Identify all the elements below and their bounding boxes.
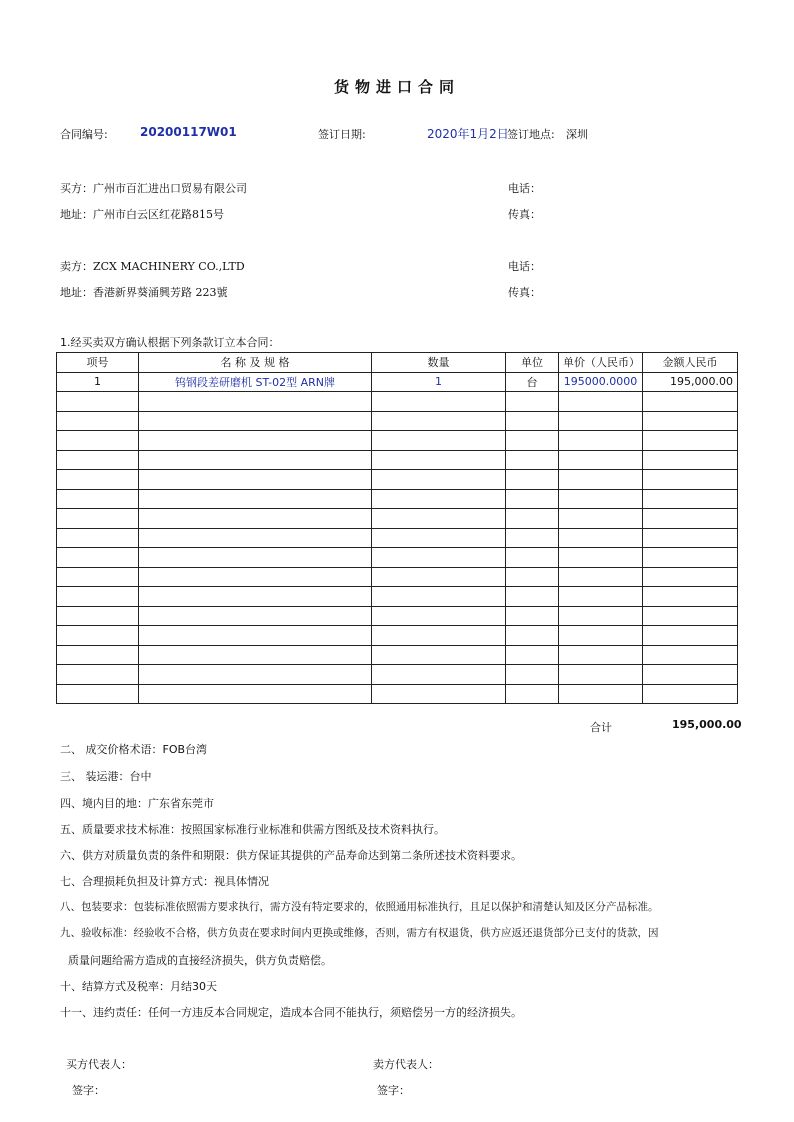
table-cell-empty [559, 548, 643, 568]
table-cell-empty [643, 606, 738, 626]
table-cell-empty [372, 528, 506, 548]
table-cell-empty [643, 489, 738, 509]
sign-date-label: 签订日期: [318, 128, 366, 141]
table-cell-empty [559, 587, 643, 607]
table-cell-empty [643, 567, 738, 587]
table-cell-empty [139, 587, 372, 607]
header-unit: 单位 [506, 353, 559, 373]
table-cell-empty [559, 645, 643, 665]
cell-item-no: 1 [57, 372, 139, 392]
table-cell-empty [643, 548, 738, 568]
table-row-empty [57, 509, 738, 529]
table-cell-empty [372, 470, 506, 490]
table-cell-empty [57, 626, 139, 646]
table-cell-empty [643, 431, 738, 451]
table-cell-empty [372, 645, 506, 665]
table-cell-empty [506, 450, 559, 470]
table-cell-empty [57, 548, 139, 568]
cell-unit-price: 195000.0000 [559, 372, 643, 392]
table-cell-empty [57, 509, 139, 529]
table-cell-empty [139, 645, 372, 665]
table-cell-empty [506, 411, 559, 431]
table-cell-empty [372, 626, 506, 646]
table-cell-empty [372, 509, 506, 529]
table-row-empty [57, 431, 738, 451]
buyer-name: 买方：广州市百汇进出口贸易有限公司 [60, 182, 247, 195]
table-cell-empty [139, 470, 372, 490]
buyer-representative-label: 买方代表人： [66, 1058, 132, 1071]
table-row-empty [57, 489, 738, 509]
table-cell-empty [506, 606, 559, 626]
table-cell-empty [57, 665, 139, 685]
table-row [57, 372, 738, 392]
table-cell-empty [372, 411, 506, 431]
table-cell-empty [559, 528, 643, 548]
table-cell-empty [139, 392, 372, 412]
sign-date-value: 2020年1月2日 [427, 127, 509, 141]
table-cell-empty [559, 489, 643, 509]
cell-amount: 195,000.00 [643, 372, 738, 392]
table-cell-empty [139, 509, 372, 529]
table-row-empty [57, 606, 738, 626]
seller-fax-label: 传真： [508, 286, 541, 299]
table-cell-empty [372, 587, 506, 607]
clause-11: 十一、违约责任：任何一方违反本合同规定，造成本合同不能执行，须赔偿另一方的经济损失。 [60, 1006, 522, 1019]
table-cell-empty [139, 567, 372, 587]
table-cell-empty [506, 567, 559, 587]
header-quantity: 数量 [372, 353, 506, 373]
table-row-empty [57, 665, 738, 685]
table-cell-empty [372, 684, 506, 704]
seller-name: 卖方：ZCX MACHINERY CO.,LTD [60, 260, 245, 273]
table-cell-empty [559, 606, 643, 626]
table-cell-empty [559, 411, 643, 431]
seller-address: 地址：香港新界葵涌興芳路 223號 [60, 286, 228, 299]
table-cell-empty [506, 509, 559, 529]
table-cell-empty [372, 489, 506, 509]
sign-place-value: 深圳 [566, 128, 588, 141]
table-row-empty [57, 645, 738, 665]
table-cell-empty [506, 548, 559, 568]
buyer-signature-label: 签字： [72, 1084, 105, 1097]
table-cell-empty [506, 392, 559, 412]
table-cell-empty [506, 470, 559, 490]
table-cell-empty [506, 665, 559, 685]
table-cell-empty [57, 431, 139, 451]
buyer-address: 地址：广州市白云区红花路815号 [60, 208, 224, 221]
table-cell-empty [139, 626, 372, 646]
header-item-no: 项号 [57, 353, 139, 373]
contract-title: 货物进口合同 [333, 78, 460, 96]
seller-representative-label: 卖方代表人： [373, 1058, 439, 1071]
table-cell-empty [506, 626, 559, 646]
goods-table [56, 352, 738, 704]
table-row-empty [57, 450, 738, 470]
table-cell-empty [559, 450, 643, 470]
table-cell-empty [506, 528, 559, 548]
table-cell-empty [372, 567, 506, 587]
cell-name-spec: 钨钢段差研磨机 ST-02型 ARN牌 [139, 372, 372, 392]
table-cell-empty [139, 548, 372, 568]
cell-unit: 台 [506, 372, 559, 392]
table-cell-empty [559, 684, 643, 704]
table-cell-empty [643, 528, 738, 548]
contract-no-label: 合同编号: [60, 128, 108, 141]
table-cell-empty [57, 411, 139, 431]
table-cell-empty [372, 606, 506, 626]
table-cell-empty [559, 470, 643, 490]
table-row-empty [57, 587, 738, 607]
table-cell-empty [643, 470, 738, 490]
table-cell-empty [506, 684, 559, 704]
clause-5: 五、质量要求技术标准：按照国家标准行业标准和供需方图纸及技术资料执行。 [60, 823, 445, 836]
table-cell-empty [139, 684, 372, 704]
header-name-spec: 名 称 及 规 格 [139, 353, 372, 373]
table-cell-empty [57, 587, 139, 607]
total-value: 195,000.00 [672, 718, 742, 731]
buyer-fax-label: 传真： [508, 208, 541, 221]
table-header-row [57, 353, 738, 373]
table-cell-empty [559, 665, 643, 685]
table-cell-empty [139, 489, 372, 509]
clause-2: 二、 成交价格术语：FOB台湾 [60, 743, 208, 756]
clause-9-continued: 质量问题给需方造成的直接经济损失，供方负责赔偿。 [68, 954, 332, 967]
clause-4: 四、境内目的地：广东省东莞市 [60, 797, 214, 810]
table-cell-empty [372, 392, 506, 412]
table-cell-empty [559, 509, 643, 529]
header-unit-price: 单价（人民币） [559, 353, 643, 373]
clause-8: 八、包装要求：包装标准依照需方要求执行，需方没有特定要求的，依照通用标准执行，且足以保护和清楚认知及区分产品标准。 [60, 901, 659, 913]
table-cell-empty [139, 606, 372, 626]
table-cell-empty [643, 587, 738, 607]
table-cell-empty [57, 528, 139, 548]
buyer-phone-label: 电话： [508, 182, 541, 195]
table-cell-empty [139, 665, 372, 685]
table-cell-empty [643, 684, 738, 704]
table-cell-empty [643, 665, 738, 685]
table-cell-empty [57, 567, 139, 587]
sign-place-label: 签订地点: [507, 128, 555, 141]
table-cell-empty [506, 587, 559, 607]
table-row-empty [57, 470, 738, 490]
table-cell-empty [643, 509, 738, 529]
table-cell-empty [643, 411, 738, 431]
cell-quantity: 1 [372, 372, 506, 392]
table-row-empty [57, 528, 738, 548]
total-label: 合计 [590, 721, 612, 734]
header-amount: 金额人民币 [643, 353, 738, 373]
table-cell-empty [643, 450, 738, 470]
clause-7: 七、合理损耗负担及计算方式：视具体情况 [60, 875, 269, 888]
table-cell-empty [643, 392, 738, 412]
table-cell-empty [559, 626, 643, 646]
table-row-empty [57, 548, 738, 568]
table-cell-empty [559, 431, 643, 451]
table-cell-empty [57, 606, 139, 626]
table-cell-empty [139, 450, 372, 470]
clause-3: 三、 装运港：台中 [60, 770, 152, 783]
table-cell-empty [372, 548, 506, 568]
table-cell-empty [57, 392, 139, 412]
contract-no-value: 20200117W01 [140, 125, 237, 139]
table-cell-empty [139, 528, 372, 548]
clause-10: 十、结算方式及税率：月结30天 [60, 980, 217, 993]
seller-signature-label: 签字： [377, 1084, 410, 1097]
clause-6: 六、供方对质量负责的条件和期限：供方保证其提供的产品寿命达到第二条所述技术资料要求。 [60, 849, 522, 862]
table-cell-empty [506, 489, 559, 509]
table-cell-empty [57, 645, 139, 665]
table-cell-empty [57, 450, 139, 470]
table-row-empty [57, 411, 738, 431]
table-cell-empty [57, 470, 139, 490]
clause-9: 九、验收标准：经验收不合格，供方负责在要求时间内更换或维修，否则，需方有权退货，供方应返还退货部分已支付的货款，因 [60, 927, 659, 939]
table-cell-empty [139, 411, 372, 431]
table-cell-empty [506, 645, 559, 665]
table-cell-empty [372, 665, 506, 685]
table-cell-empty [643, 645, 738, 665]
table-cell-empty [559, 567, 643, 587]
table-cell-empty [57, 684, 139, 704]
table-cell-empty [506, 431, 559, 451]
seller-phone-label: 电话： [508, 260, 541, 273]
table-cell-empty [643, 626, 738, 646]
table-row-empty [57, 626, 738, 646]
table-cell-empty [139, 431, 372, 451]
terms-intro: 1.经买卖双方确认根据下列条款订立本合同： [60, 336, 280, 349]
table-cell-empty [372, 450, 506, 470]
table-cell-empty [57, 489, 139, 509]
table-row-empty [57, 684, 738, 704]
table-cell-empty [372, 431, 506, 451]
table-row-empty [57, 392, 738, 412]
table-row-empty [57, 567, 738, 587]
table-cell-empty [559, 392, 643, 412]
